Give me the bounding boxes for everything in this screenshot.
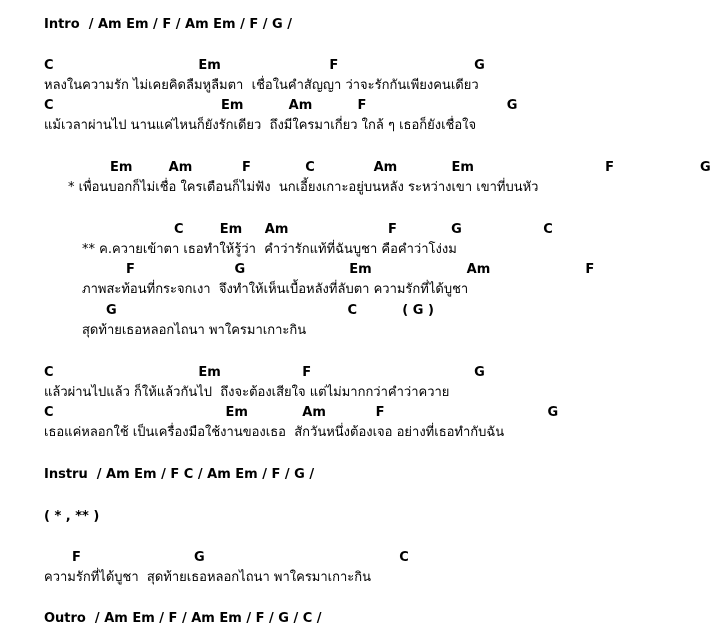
chord-line: C Em Am F G [44,98,518,113]
lyric-line: หลงในความรัก ไม่เคยคิดลืมหูลืมตา เชื่อในคำสัญญา ว่าจะรักกันเพียงคนเดียว [44,78,479,93]
chord-line: F G Em Am F [126,262,595,277]
chord-line: G C ( G ) [106,303,434,318]
chord-line: C Em Am F G C [174,222,553,237]
lyric-line: ภาพสะท้อนที่กระจกเงา จึงทำให้เห็นเบื้อหลังที่ลับตา ความรักที่ได้บูชา [82,282,469,297]
outro-line: Outro / Am Em / F / Am Em / F / G / C / [44,611,322,626]
lyric-line: สุดท้ายเธอหลอกไถนา พาใครมาเกาะกิน [82,323,307,338]
chord-line: C Em F G [44,58,485,73]
chord-line: Em Am F C Am Em F G [110,160,711,175]
chord-line: C Em Am F G [44,405,559,420]
lyric-line: ** ค.ควายเข้าตา เธอทำให้รู้ว่า คำว่ารักแท้ที่ฉันบูชา คือคำว่าโง่งม [82,242,457,257]
lyric-line: ความรักที่ได้บูชา สุดท้ายเธอหลอกไถนา พาใครมาเกาะกิน [44,570,372,585]
repeat-marker: ( * , ** ) [44,509,100,524]
chord-line: C Em F G [44,365,485,380]
chord-line: F G C [72,550,409,565]
intro-line: Intro / Am Em / F / Am Em / F / G / [44,17,292,32]
lyric-line: แม้เวลาผ่านไป นานแค่ไหนก็ยังรักเดียว ถึงมีใครมาเกี่ยว ใกล้ ๆ เธอก็ยังเชื่อใจ [44,118,477,133]
instru-line: Instru / Am Em / F C / Am Em / F / G / [44,467,315,482]
lyric-line: เธอแค่หลอกใช้ เป็นเครื่องมือใช้งานของเธอ สักวันหนึ่งต้องเจอ อย่างที่เธอทำกับฉัน [44,425,505,440]
lyric-line: * เพื่อนบอกก็ไม่เชื่อ ใครเตือนก็ไม่ฟัง นกเอี้ยงเกาะอยู่บนหลัง ระหว่างเขา เขาที่บนหัว [68,180,539,195]
lyric-line: แล้วผ่านไปแล้ว ก็ให้แล้วกันไป ถึงจะต้องเสียใจ แต่ไม่มากกว่าคำว่าควาย [44,385,450,400]
